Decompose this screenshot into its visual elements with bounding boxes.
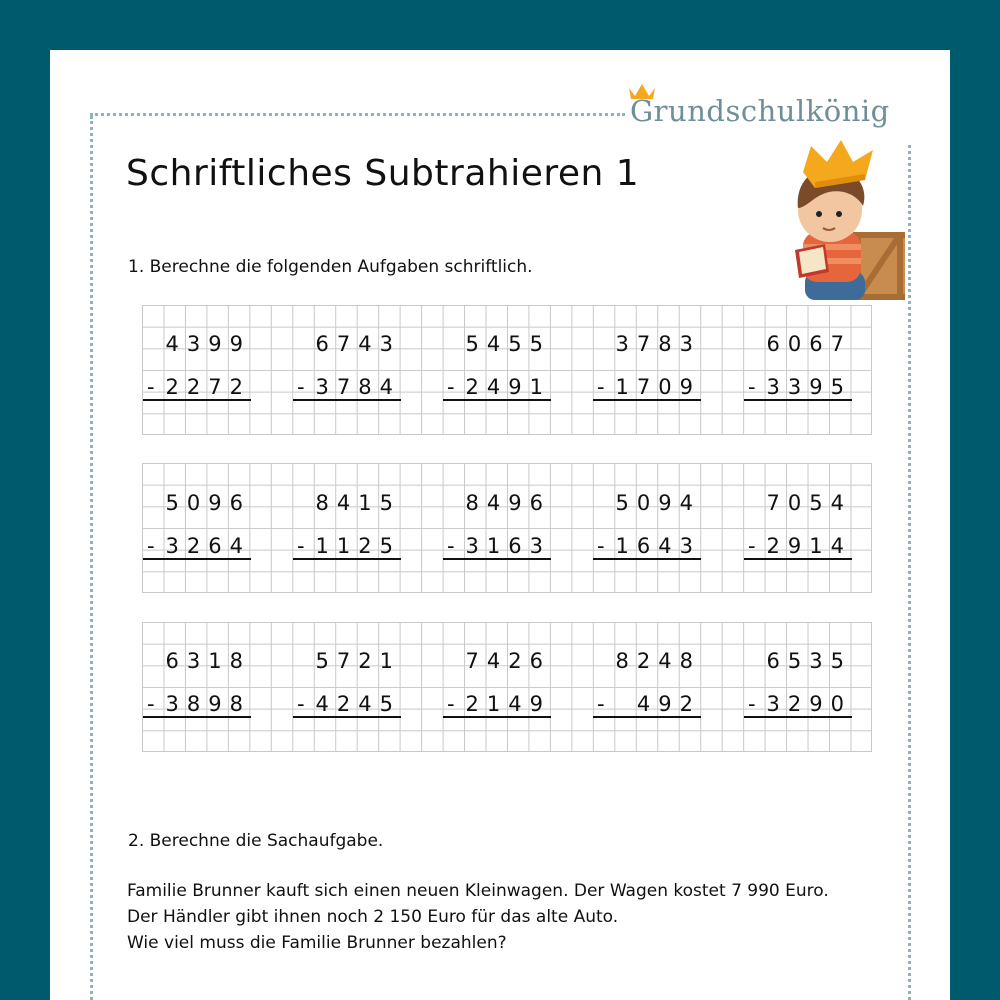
subtrahend-row — [143, 692, 251, 718]
minuend: 7426 — [465, 649, 551, 673]
minuend: 8496 — [465, 491, 551, 515]
minus-sign: - — [748, 692, 756, 716]
subtrahend: 492 — [636, 692, 701, 716]
boy-with-crown-reading-icon — [775, 132, 920, 307]
subtraction-problem — [143, 629, 251, 719]
subtrahend-row — [443, 534, 551, 560]
subtraction-problem — [443, 471, 551, 561]
subtrahend: 4245 — [315, 692, 401, 716]
subtrahend-row — [744, 692, 852, 718]
minus-sign: - — [447, 692, 455, 716]
subtrahend: 3784 — [315, 375, 401, 399]
subtrahend: 2491 — [465, 375, 551, 399]
subtrahend: 3264 — [165, 534, 251, 558]
minus-sign: - — [748, 534, 756, 558]
minuend: 5455 — [465, 332, 551, 356]
subtrahend-row — [293, 375, 401, 401]
minuend: 6318 — [165, 649, 251, 673]
minuend: 6067 — [766, 332, 852, 356]
subtrahend: 1125 — [315, 534, 401, 558]
subtrahend: 1709 — [615, 375, 701, 399]
word-problem — [127, 878, 829, 956]
brand-logo: Grundschulkönig — [630, 94, 890, 128]
subtrahend-row — [293, 534, 401, 560]
dotted-border-left — [90, 116, 93, 1000]
minus-sign: - — [147, 375, 155, 399]
minuend: 4399 — [165, 332, 251, 356]
subtrahend-row — [593, 692, 701, 718]
subtraction-problem — [143, 471, 251, 561]
subtrahend: 3395 — [766, 375, 852, 399]
minus-sign: - — [147, 692, 155, 716]
subtrahend-row — [443, 692, 551, 718]
subtrahend-row — [443, 375, 551, 401]
subtrahend: 3898 — [165, 692, 251, 716]
subtraction-problem — [744, 312, 852, 402]
subtrahend: 2149 — [465, 692, 551, 716]
subtrahend-row — [744, 375, 852, 401]
minus-sign: - — [147, 534, 155, 558]
subtraction-problem — [293, 312, 401, 402]
subtrahend-row — [143, 375, 251, 401]
subtrahend-row — [744, 534, 852, 560]
minus-sign: - — [297, 375, 305, 399]
minuend: 3783 — [615, 332, 701, 356]
subtraction-problem — [744, 471, 852, 561]
task-1-instruction: 1. Berechne die folgenden Aufgaben schriftlich. — [128, 257, 533, 277]
subtrahend-row — [593, 375, 701, 401]
dotted-border-top — [90, 113, 625, 116]
minuend: 8248 — [615, 649, 701, 673]
subtraction-problem — [443, 629, 551, 719]
minus-sign: - — [297, 534, 305, 558]
subtrahend: 3290 — [766, 692, 852, 716]
minuend: 6743 — [315, 332, 401, 356]
minuend: 5096 — [165, 491, 251, 515]
page-title: Schriftliches Subtrahieren 1 — [126, 153, 640, 194]
subtrahend: 2272 — [165, 375, 251, 399]
subtrahend: 1643 — [615, 534, 701, 558]
subtraction-problem — [593, 312, 701, 402]
word-problem-line: Wie viel muss die Familie Brunner bezahlen? — [127, 933, 507, 953]
minuend: 6535 — [766, 649, 852, 673]
subtraction-problem — [143, 312, 251, 402]
minuend: 7054 — [766, 491, 852, 515]
minuend: 5094 — [615, 491, 701, 515]
minuend: 5721 — [315, 649, 401, 673]
minus-sign: - — [597, 375, 605, 399]
minuend: 8415 — [315, 491, 401, 515]
subtraction-problem — [593, 629, 701, 719]
subtrahend: 3163 — [465, 534, 551, 558]
subtrahend-row — [293, 692, 401, 718]
word-problem-line: Familie Brunner kauft sich einen neuen Kleinwagen. Der Wagen kostet 7 990 Euro. — [127, 881, 829, 901]
minus-sign: - — [748, 375, 756, 399]
subtrahend-row — [143, 534, 251, 560]
minus-sign: - — [447, 375, 455, 399]
worksheet — [50, 50, 950, 1000]
minus-sign: - — [597, 534, 605, 558]
subtraction-problem — [293, 471, 401, 561]
subtrahend: 2914 — [766, 534, 852, 558]
minus-sign: - — [597, 692, 605, 716]
task-2-instruction: 2. Berechne die Sachaufgabe. — [128, 831, 384, 851]
subtraction-problem — [593, 471, 701, 561]
minus-sign: - — [447, 534, 455, 558]
subtrahend-row — [593, 534, 701, 560]
subtraction-problem — [443, 312, 551, 402]
word-problem-line: Der Händler gibt ihnen noch 2 150 Euro für das alte Auto. — [127, 907, 619, 927]
minus-sign: - — [297, 692, 305, 716]
subtraction-problem — [744, 629, 852, 719]
subtraction-problem — [293, 629, 401, 719]
